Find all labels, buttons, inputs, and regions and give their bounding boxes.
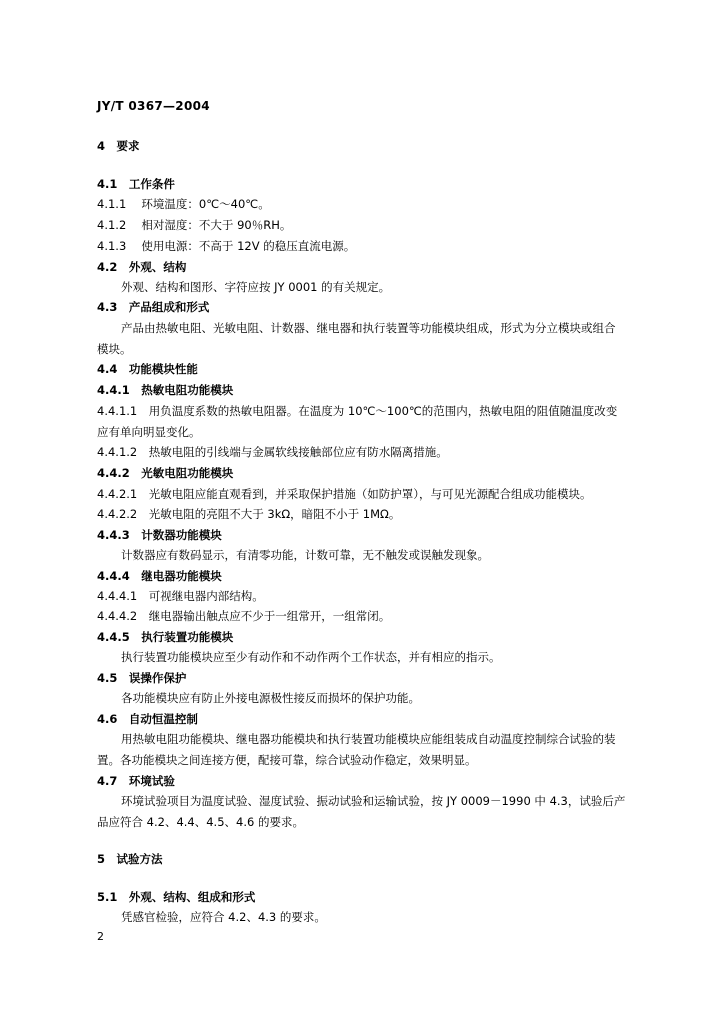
clause-4-6-text-line2: 置。各功能模块之间连接方便，配接可靠，综合试验动作稳定，效果明显。: [97, 753, 477, 767]
heading-4-4: 4.4 功能模块性能: [97, 362, 198, 376]
clause-4-4-4-2: 4.4.4.2 继电器输出触点应不少于一组常开，一组常闭。: [97, 609, 391, 623]
heading-5: 5 试验方法: [97, 852, 163, 866]
heading-4-4-1: 4.4.1 热敏电阻功能模块: [97, 383, 234, 397]
clause-4-2-text: 外观、结构和图形、字符应按 JY 0001 的有关规定。: [121, 280, 391, 294]
clause-5-1-text: 凭感官检验，应符合 4.2、4.3 的要求。: [121, 910, 326, 924]
heading-4-4-5: 4.4.5 执行装置功能模块: [97, 630, 234, 644]
clause-4-5-text: 各功能模块应有防止外接电源极性接反而损坏的保护功能。: [121, 691, 420, 705]
clause-4-1-2: 4.1.2 相对湿度：不大于 90％RH。: [97, 218, 292, 232]
page-number: 2: [97, 930, 104, 943]
clause-4-4-4-1: 4.4.4.1 可视继电器内部结构。: [97, 589, 264, 603]
clause-4-4-1-1-line2: 应有单向明显变化。: [97, 425, 201, 439]
heading-5-1: 5.1 外观、结构、组成和形式: [97, 890, 256, 904]
clause-4-3-text-line2: 模块。: [97, 342, 132, 356]
heading-4-5: 4.5 误操作保护: [97, 671, 187, 685]
clause-4-4-2-1: 4.4.2.1 光敏电阻应能直观看到，并采取保护措施（如防护罩），与可见光源配合组成功能模块。: [97, 487, 592, 501]
clause-4-7-text-line1: 环境试验项目为温度试验、湿度试验、振动试验和运输试验，按 JY 0009－1990 中 4.3，试验后产: [121, 794, 626, 808]
clause-4-7-text-line2: 品应符合 4.2、4.4、4.5、4.6 的要求。: [97, 815, 304, 829]
clause-4-4-2-2: 4.4.2.2 光敏电阻的亮阻不大于 3kΩ，暗阻不小于 1MΩ。: [97, 507, 401, 521]
clause-4-1-3: 4.1.3 使用电源：不高于 12V 的稳压直流电源。: [97, 239, 356, 253]
clause-4-4-1-1-line1: 4.4.1.1 用负温度系数的热敏电阻器。在温度为 10℃～100℃的范围内，热敏电阻的阻值随温度改变: [97, 404, 618, 418]
clause-4-4-3-text: 计数器应有数码显示，有清零功能，计数可靠，无不触发或误触发现象。: [121, 548, 489, 562]
heading-4-1: 4.1 工作条件: [97, 177, 175, 191]
heading-4: 4 要求: [97, 139, 140, 153]
clause-4-4-5-text: 执行装置功能模块应至少有动作和不动作两个工作状态，并有相应的指示。: [121, 650, 501, 664]
heading-4-7: 4.7 环境试验: [97, 774, 175, 788]
heading-4-2: 4.2 外观、结构: [97, 260, 187, 274]
heading-4-6: 4.6 自动恒温控制: [97, 712, 198, 726]
heading-4-3: 4.3 产品组成和形式: [97, 300, 210, 314]
heading-4-4-4: 4.4.4 继电器功能模块: [97, 569, 222, 583]
heading-4-4-3: 4.4.3 计数器功能模块: [97, 528, 222, 542]
clause-4-6-text-line1: 用热敏电阻功能模块、继电器功能模块和执行装置功能模块应能组装成自动温度控制综合试验的装: [121, 732, 616, 746]
clause-4-1-1: 4.1.1 环境温度：0℃～40℃。: [97, 197, 270, 211]
heading-4-4-2: 4.4.2 光敏电阻功能模块: [97, 466, 234, 480]
clause-4-4-1-2: 4.4.1.2 热敏电阻的引线端与金属软线接触部位应有防水隔离措施。: [97, 445, 448, 459]
clause-4-3-text-line1: 产品由热敏电阻、光敏电阻、计数器、继电器和执行装置等功能模块组成，形式为分立模块或组合: [121, 321, 616, 335]
standard-header: JY/T 0367—2004: [97, 99, 210, 113]
